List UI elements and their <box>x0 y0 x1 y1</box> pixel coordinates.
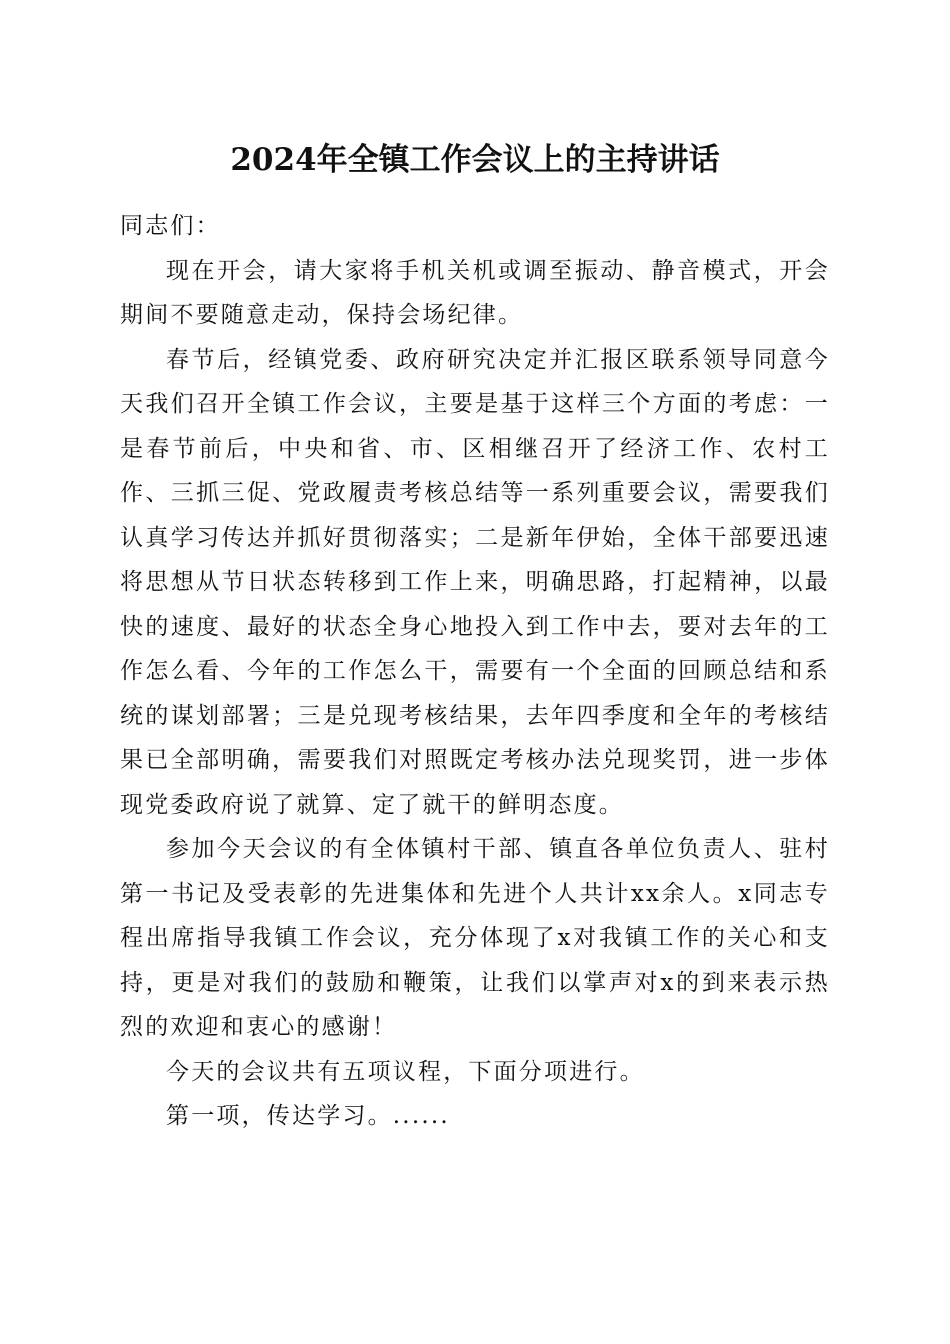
document-title: 2024年全镇工作会议上的主持讲话 <box>230 142 720 178</box>
paragraph-meeting-reasons: 春节后，经镇党委、政府研究决定并汇报区联系领导同意今天我们召开全镇工作会议，主要是基于这样三个方面的考虑：一是春节前后，中央和省、市、区相继召开了经济工作、农村工作、三抓三促、党政履责考核总结等一系列重要会议，需要我们认真学习传达并抓好贯彻落实；二是新年伊始，全体干部要迅速将思想从节日状态转移到工作上来，明确思路，打起精神，以最快的速度、最好的状态全身心地投入到工作中去，要对去年的工作怎么看、今年的工作怎么干，需要有一个全面的回顾总结和系统的谋划部署；三是兑现考核结果，去年四季度和全年的考核结果已全部明确，需要我们对照既定考核办法兑现奖罚，进一步体现党委政府说了就算、定了就干的鲜明态度。 <box>120 346 830 818</box>
salutation: 同志们： <box>120 213 221 239</box>
paragraph-meeting-discipline: 现在开会，请大家将手机关机或调至振动、静音模式，开会期间不要随意走动，保持会场纪律。 <box>120 257 830 328</box>
paragraph-agenda-intro: 今天的会议共有五项议程，下面分项进行。 <box>166 1058 645 1085</box>
document-body <box>120 204 830 1139</box>
paragraph-attendees: 参加今天会议的有全体镇村干部、镇直各单位负责人、驻村第一书记及受表彰的先进集体和先进个人共计xx余人。x同志专程出席指导我镇工作会议，充分体现了x对我镇工作的关心和支持，更是对我们的鼓励和鞭策，让我们以掌声对x的到来表示热烈的欢迎和衷心的感谢！ <box>120 836 830 1040</box>
paragraph-agenda-item-1: 第一项，传达学习。...... <box>166 1103 450 1129</box>
